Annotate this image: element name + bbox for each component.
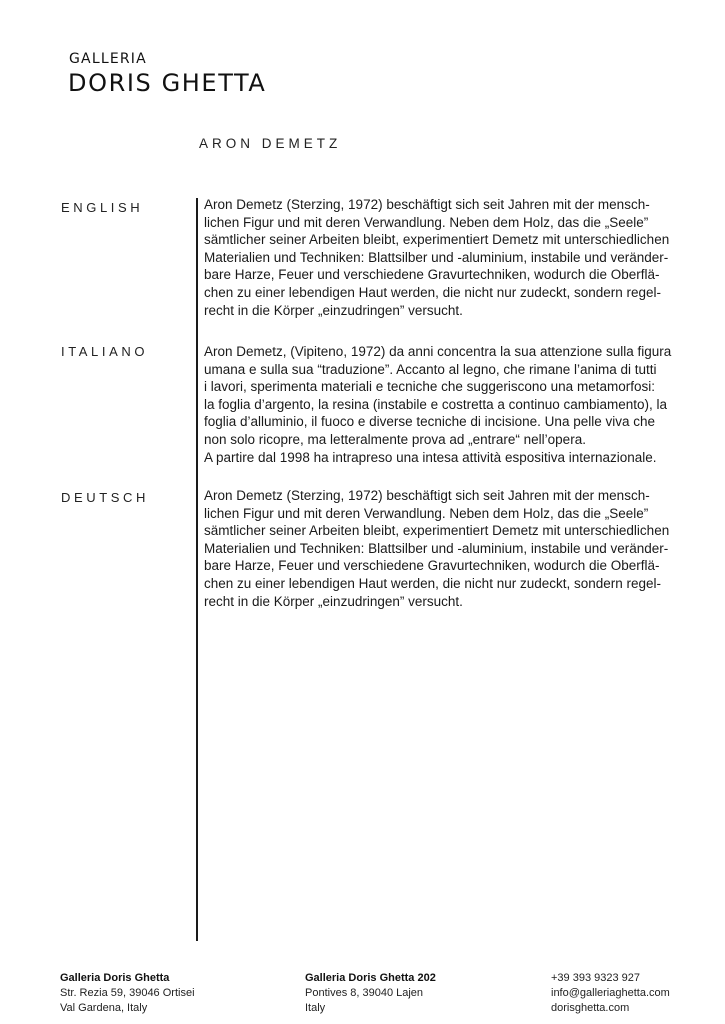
- section-text-english: [204, 196, 704, 319]
- footer-region: Val Gardena, Italy: [60, 1002, 148, 1014]
- text-line: i lavori, sperimenta materiali e tecniche che suggeriscono una metamorfosi:: [204, 379, 655, 395]
- footer-street: Pontives 8, 39040 Lajen: [305, 987, 424, 999]
- footer-contact: [551, 971, 670, 1016]
- text-line: lichen Figur und mit deren Verwandlung. Neben dem Holz, das die „Seele”: [204, 505, 649, 521]
- footer-address-lajen: [305, 971, 436, 1016]
- text-line: A partire dal 1998 ha intrapreso una intesa attività espositiva internazionale.: [204, 449, 657, 465]
- vertical-divider: [196, 198, 198, 941]
- artist-name: ARON DEMETZ: [199, 136, 342, 151]
- section-label-deutsch: DEUTSCH: [61, 490, 150, 505]
- gallery-logo-name: DORIS GHETTA: [68, 69, 267, 97]
- text-line: umana e sulla sua “traduzione”. Accanto al legno, che rimane l’anima di tutti: [204, 361, 657, 377]
- text-line: la foglia d’argento, la resina (instabile e costretta a continuo cambiamento), la: [204, 396, 668, 412]
- text-line: foglia d’alluminio, il fuoco e diverse tecniche di incisione. Una pelle viva che: [204, 414, 655, 430]
- text-line: sämtlicher seiner Arbeiten bleibt, experimentiert Demetz mit unterschiedlichen: [204, 232, 670, 248]
- footer-phone[interactable]: +39 393 9323 927: [551, 972, 641, 984]
- text-line: bare Harze, Feuer und verschiedene Gravurtechniken, wodurch die Oberflä-: [204, 267, 660, 283]
- text-line: sämtlicher seiner Arbeiten bleibt, experimentiert Demetz mit unterschiedlichen: [204, 523, 670, 539]
- footer-gallery-name: Galleria Doris Ghetta: [60, 972, 170, 984]
- section-label-italiano: ITALIANO: [61, 344, 149, 359]
- section-text-deutsch: [204, 487, 704, 610]
- text-line: Aron Demetz, (Vipiteno, 1972) da anni concentra la sua attenzione sulla figura: [204, 344, 672, 359]
- footer-email-link[interactable]: info@galleriaghetta.com: [551, 987, 670, 999]
- section-label-english: ENGLISH: [61, 200, 144, 215]
- section-text-italiano: [204, 343, 704, 466]
- footer-street: Str. Rezia 59, 39046 Ortisei: [60, 987, 195, 999]
- text-line: Materialien und Techniken: Blattsilber und -aluminium, instabile und veränder-: [204, 249, 669, 265]
- text-line: Aron Demetz (Sterzing, 1972) beschäftigt sich seit Jahren mit der mensch-: [204, 488, 650, 503]
- text-line: chen zu einer lebendigen Haut werden, die nicht nur zudeckt, sondern regel-: [204, 575, 662, 591]
- footer-website-link[interactable]: dorisghetta.com: [551, 1002, 630, 1014]
- text-line: Aron Demetz (Sterzing, 1972) beschäftigt sich seit Jahren mit der mensch-: [204, 197, 650, 212]
- footer-country: Italy: [305, 1002, 326, 1014]
- text-line: non solo ricopre, ma letteralmente prova ad „entrare“ nell’opera.: [204, 431, 586, 447]
- footer-gallery-name: Galleria Doris Ghetta 202: [305, 972, 436, 984]
- text-line: Materialien und Techniken: Blattsilber und -aluminium, instabile und veränder-: [204, 540, 669, 556]
- footer-address-ortisei: [60, 971, 195, 1016]
- text-line: bare Harze, Feuer und verschiedene Gravurtechniken, wodurch die Oberflä-: [204, 558, 660, 574]
- text-line: recht in die Körper „einzudringen” versucht.: [204, 302, 463, 318]
- text-line: lichen Figur und mit deren Verwandlung. Neben dem Holz, das die „Seele”: [204, 214, 649, 230]
- gallery-logo-top: GALLERIA: [69, 51, 147, 67]
- text-line: chen zu einer lebendigen Haut werden, die nicht nur zudeckt, sondern regel-: [204, 284, 662, 300]
- text-line: recht in die Körper „einzudringen” versucht.: [204, 593, 463, 609]
